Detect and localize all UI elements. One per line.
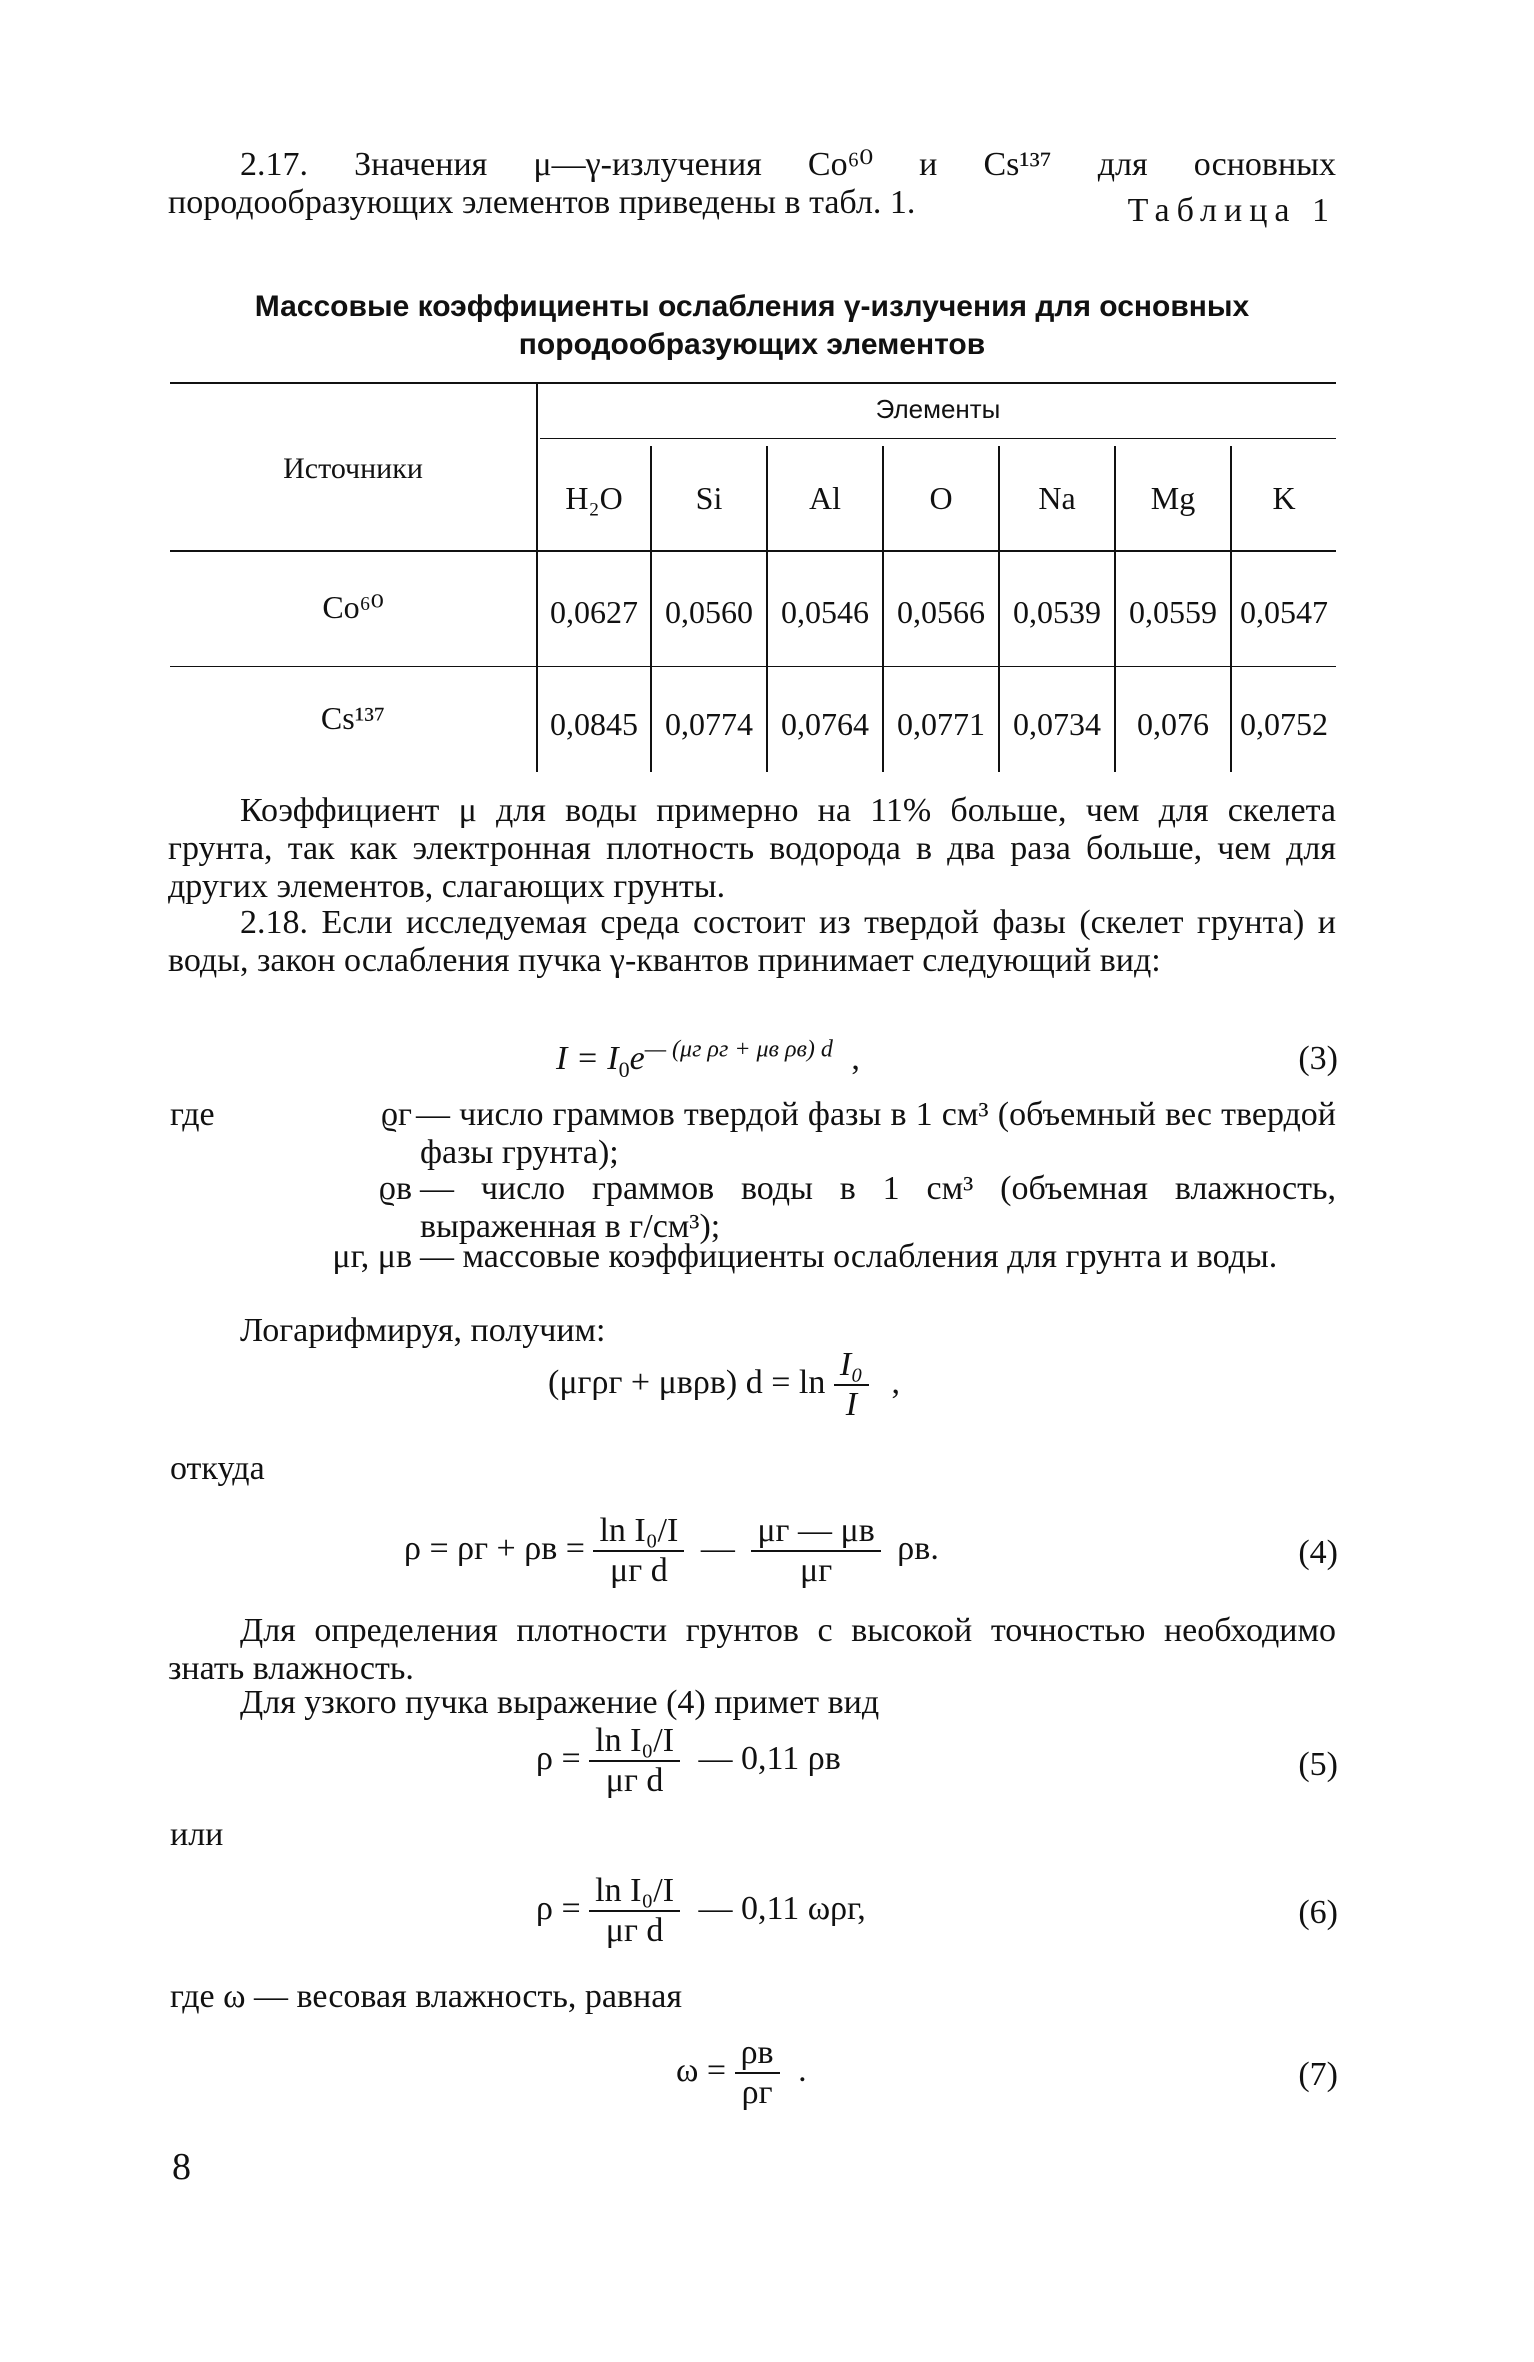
- eq-log-num: I₀: [834, 1346, 869, 1386]
- def-symbol-rho-g: ϱг: [380, 1096, 412, 1133]
- paragraph-2-18: 2.18. Если исследуемая среда состоит из твердой фазы (скелет грунта) и воды, закон ослабления пучка γ-квантов принимает следующий вид:: [168, 904, 1336, 979]
- equation-7-number: (7): [1298, 2056, 1338, 2093]
- table-cell: 0,0560: [665, 594, 753, 630]
- def-text-mu: — массовые коэффициенты ослабления для грунта и воды.: [420, 1238, 1278, 1275]
- eq4-fraction-1: [593, 1512, 684, 1590]
- table-title-line2: породообразующих элементов: [518, 328, 986, 361]
- col-h2o: H₂O: [565, 480, 623, 516]
- equation-5: [536, 1722, 841, 1800]
- table-cell: 0,0547: [1240, 594, 1328, 630]
- table-label: Таблица 1: [1127, 192, 1336, 229]
- def-symbol-mu: μг, μв: [332, 1238, 412, 1275]
- header-bottom-rule: [170, 550, 1336, 552]
- eq7-num: ρв: [735, 2034, 780, 2074]
- elements-underline: [540, 438, 1336, 439]
- table-title-line1: Массовые коэффициенты ослабления γ-излучения для основных: [254, 290, 1250, 323]
- table-top-rule: [170, 382, 1336, 384]
- eq5-tail: — 0,11 ρв: [698, 1739, 841, 1777]
- paragraph-density: Для определения плотности грунтов с высокой точностью необходимо знать влажность.: [168, 1612, 1336, 1687]
- sources-header: Источники: [283, 452, 423, 485]
- equation-6-number: (6): [1298, 1894, 1338, 1931]
- table-cell: 0,0774: [665, 706, 753, 742]
- eq4-tail: ρв.: [897, 1529, 939, 1567]
- row-source-cs137: Cs¹³⁷: [320, 700, 386, 736]
- eq5-num: ln I₀/I: [589, 1722, 680, 1762]
- eq7-tail: .: [798, 2051, 807, 2089]
- paragraph-coefficient: Коэффициент μ для воды примерно на 11% больше, чем для скелета грунта, так как электронная плотность водорода в два раза больше, чем для других элементов, слагающих грунты.: [168, 792, 1336, 905]
- eq6-fraction: [589, 1872, 680, 1950]
- eq4-num2: μг — μв: [751, 1512, 880, 1552]
- col-si: Si: [695, 480, 723, 516]
- table-cell: 0,0539: [1013, 594, 1101, 630]
- table-cell: 0,0559: [1129, 594, 1217, 630]
- table-cell: 0,0845: [550, 706, 638, 742]
- equation-5-number: (5): [1298, 1746, 1338, 1783]
- eq4-lhs: ρ = ρг + ρв =: [404, 1529, 585, 1567]
- where-omega: где ω — весовая влажность, равная: [170, 1978, 682, 2015]
- equation-3-number: (3): [1298, 1040, 1338, 1077]
- equation-4-number: (4): [1298, 1534, 1338, 1571]
- col-k: K: [1272, 480, 1296, 516]
- col-mg: Mg: [1150, 480, 1196, 516]
- log-text: Логарифмируя, получим:: [240, 1312, 606, 1349]
- equation-6: [536, 1872, 866, 1950]
- otkuda-word: откуда: [170, 1450, 265, 1487]
- eq-log-lhs: (μгρг + μвρв) d = ln: [548, 1363, 826, 1401]
- table-cell: 0,0627: [550, 594, 638, 630]
- where-word: где: [170, 1096, 215, 1133]
- col-al: Al: [809, 480, 841, 516]
- eq7-fraction: [735, 2034, 780, 2112]
- ili-word: или: [170, 1816, 224, 1853]
- page-number: 8: [172, 2146, 191, 2188]
- eq5-lhs: ρ =: [536, 1739, 581, 1777]
- equation-7: [676, 2034, 807, 2112]
- table-cell: 0,0546: [781, 594, 869, 630]
- eq4-fraction-2: [751, 1512, 880, 1590]
- def-symbol-rho-v: ϱв: [378, 1170, 412, 1207]
- eq3-comma: ,: [851, 1040, 860, 1077]
- table-cell: 0,0566: [897, 594, 985, 630]
- eq4-den2: μг: [799, 1552, 833, 1589]
- eq3-exponent: — (μг ρг + μв ρв) d: [644, 1036, 833, 1063]
- eq-log-fraction: [834, 1346, 869, 1424]
- eq-log-comma: ,: [891, 1363, 900, 1401]
- paragraph-narrow-beam: Для узкого пучка выражение (4) примет вид: [240, 1684, 880, 1721]
- table-cell: 0,0764: [781, 706, 869, 742]
- eq6-den: μг d: [605, 1912, 664, 1949]
- eq5-den: μг d: [605, 1762, 664, 1799]
- eq7-den: ρг: [741, 2074, 773, 2111]
- eq7-lhs: ω =: [676, 2051, 727, 2089]
- def-text-rho-g: — число граммов твердой фазы в 1 см³ (объемный вес твердой фазы грунта);: [416, 1096, 1336, 1171]
- table-cell: 0,0734: [1013, 706, 1101, 742]
- paragraph-2-17: 2.17. Значения μ—γ-излучения Co⁶⁰ и Cs¹³⁷ для основных породообразующих элементов приведены в табл. 1.: [168, 146, 1336, 221]
- table-cell: 0,0752: [1240, 706, 1328, 742]
- eq5-fraction: [589, 1722, 680, 1800]
- coefficients-table: [170, 382, 1336, 772]
- eq4-den1: μг d: [610, 1552, 668, 1589]
- col-na: Na: [1038, 480, 1076, 516]
- eq6-num: ln I₀/I: [589, 1872, 680, 1912]
- eq4-num1: ln I₀/I: [593, 1512, 684, 1552]
- eq-log-den: I: [845, 1386, 858, 1423]
- equation-4: [404, 1512, 939, 1590]
- def-text-rho-v: — число граммов воды в 1 см³ (объемная влажность, выраженная в г/см³);: [420, 1170, 1336, 1245]
- elements-header: Элементы: [875, 394, 1001, 424]
- table-cell: 0,076: [1137, 706, 1209, 742]
- col-o: O: [929, 480, 953, 516]
- eq6-tail: — 0,11 ωρг,: [698, 1889, 866, 1927]
- row-source-co60: Co⁶⁰: [322, 589, 384, 625]
- eq4-minus: —: [700, 1529, 735, 1567]
- eq3-lhs: I = I: [556, 1040, 619, 1077]
- equation-3: $I = I_0e^{— (\mu г \rho г + \mu в \rho в) d}$ ,: [556, 1036, 860, 1082]
- equation-log: [548, 1346, 900, 1424]
- row-separator: [170, 666, 1336, 667]
- table-cell: 0,0771: [897, 706, 985, 742]
- eq6-lhs: ρ =: [536, 1889, 581, 1927]
